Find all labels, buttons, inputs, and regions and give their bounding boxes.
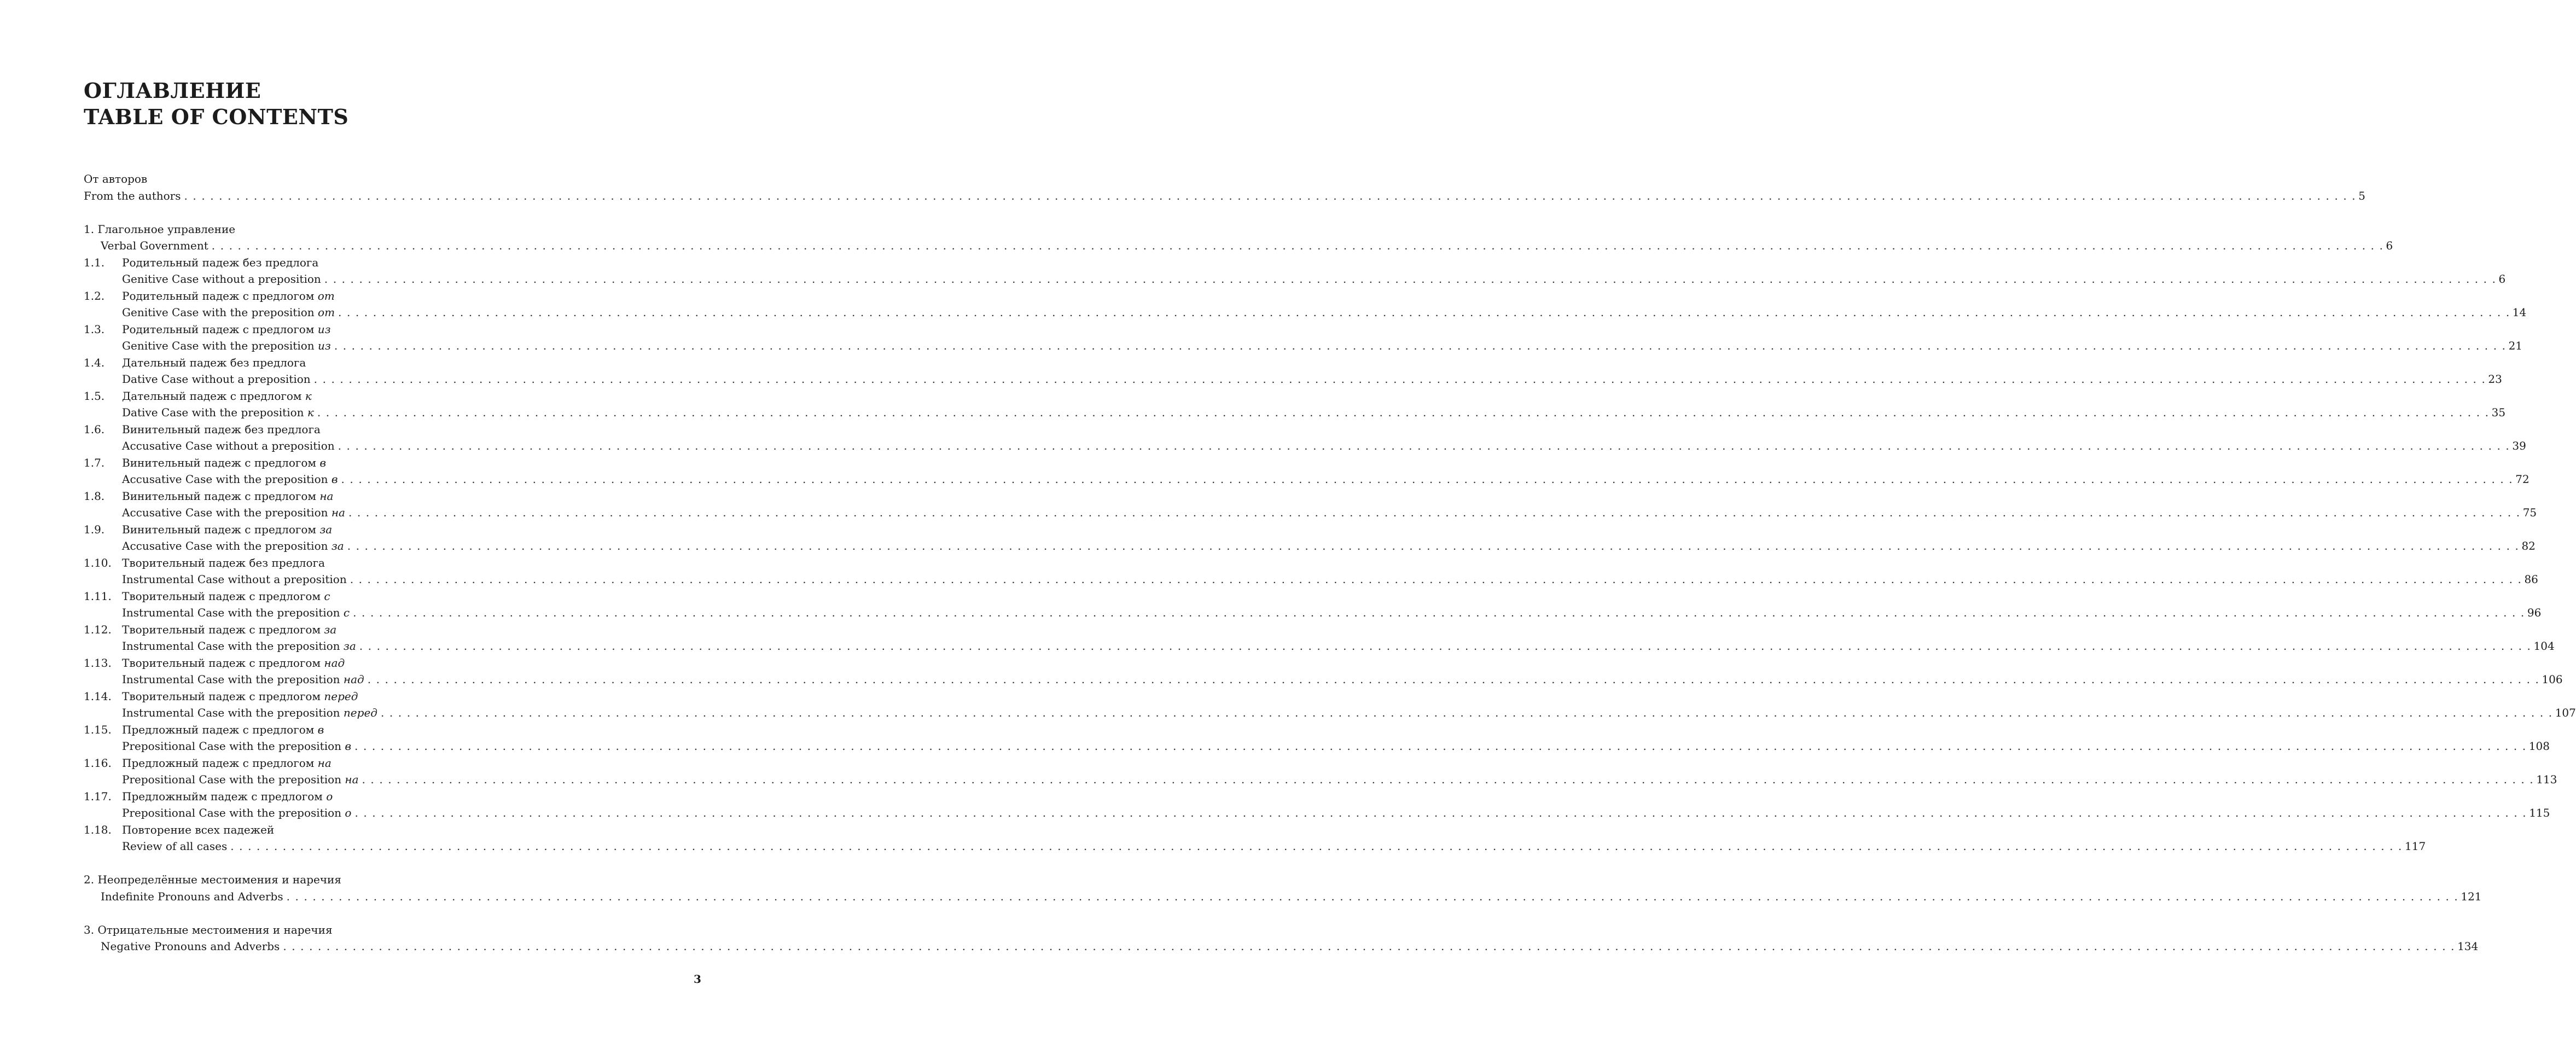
toc-preposition: за [331,539,344,552]
toc-preposition: в [345,740,352,753]
toc-preposition: с [324,589,330,603]
toc-preposition: из [318,339,331,352]
dot-leader: . . . . . . . . . . . . . . . . . . . . . . . . . . . . . . . . . . . . . . . . . . . . . . . . . . . . . . . . . . . . . . . . . . . . . . . . . . . . . . . . . . . . . . . . . . . . . . . . . . . . . . . . . . . . . . . . . . . . . . . . . . . . . . . . . . . . . . . . . . . . . . . . . . . . . . . . . . . . . . . . . . . . . . . . . . . . . . . . . . . . . . . . . . . . . . . . . . . . . . . . . . . . . . . . . . . . . . . . . . . . . . . . . . . . . . . . . . . . . . . . . . . . . . . . . . [184,189,2357,202]
toc-entry[interactable] [84,404,2506,421]
toc-page-number: 5 [2358,189,2365,202]
toc-page-number: 39 [2512,439,2526,452]
toc-page-number: 86 [2524,573,2538,586]
toc-number: 1.1. [84,255,105,269]
toc-number: 1.18. [84,823,112,836]
toc-number: 1.8. [84,489,105,503]
toc-page-number: 23 [2488,372,2502,386]
toc-heading [84,871,696,888]
toc-label: Творительный падеж без предлога [122,556,325,569]
toc-label: Prepositional Case with the preposition в [122,740,352,753]
toc-number: 1.3. [84,322,105,336]
toc-label: Verbal Government [101,239,208,252]
toc-heading [84,254,696,271]
toc-preposition: о [345,806,352,819]
toc-entry[interactable] [84,705,2576,721]
toc-label: Предложный падеж с предлогом на [122,756,332,770]
toc-heading [84,621,696,638]
toc-entry[interactable] [84,771,2557,788]
toc-preposition: в [331,473,338,486]
section-gap [84,905,696,922]
toc-preposition: о [326,789,333,803]
toc-page-number: 115 [2529,806,2550,819]
dot-leader: . . . . . . . . . . . . . . . . . . . . . . . . . . . . . . . . . . . . . . . . . . . . . . . . . . . . . . . . . . . . . . . . . . . . . . . . . . . . . . . . . . . . . . . . . . . . . . . . . . . . . . . . . . . . . . . . . . . . . . . . . . . . . . . . . . . . . . . . . . . . . . . . . . . . . . . . . . . . . . . . . . . . . . . . . . . . . . . . . . . . . . . . . . . . . . . . . . . . . . . . . . . . . . . . . . . . . . . . . . . . . . . . . . . . . . . . . . . . . . . . . . . . . . . . . . [354,740,2527,753]
toc-page-number: 107 [2555,706,2576,719]
toc-number: 1.14. [84,689,112,703]
toc-page-number: 104 [2533,639,2555,653]
dot-leader: . . . . . . . . . . . . . . . . . . . . . . . . . . . . . . . . . . . . . . . . . . . . . . . . . . . . . . . . . . . . . . . . . . . . . . . . . . . . . . . . . . . . . . . . . . . . . . . . . . . . . . . . . . . . . . . . . . . . . . . . . . . . . . . . . . . . . . . . . . . . . . . . . . . . . . . . . . . . . . . . . . . . . . . . . . . . . . . . . . . . . . . . . . . . . . . . . . . . . . . . . . . . . . . . . . . . . . . . . . . . . . . . . . . . . . . . . . . . . . . . . . . . . . . . . . [341,473,2514,486]
toc-heading [84,755,696,772]
title-russian: ОГЛАВЛЕНИЕ [84,78,261,103]
toc-label: 1. Глагольное управление [84,222,236,236]
dot-leader: . . . . . . . . . . . . . . . . . . . . . . . . . . . . . . . . . . . . . . . . . . . . . . . . . . . . . . . . . . . . . . . . . . . . . . . . . . . . . . . . . . . . . . . . . . . . . . . . . . . . . . . . . . . . . . . . . . . . . . . . . . . . . . . . . . . . . . . . . . . . . . . . . . . . . . . . . . . . . . . . . . . . . . . . . . . . . . . . . . . . . . . . . . . . . . . . . . . . . . . . . . . . . . . . . . . . . . . . . . . . . . . . . . . . . . . . . . . . . . . . . . . . . . . . . . [348,506,2521,519]
toc-number: 1.5. [84,389,105,403]
toc-label: Винительный падеж без предлога [122,422,321,436]
toc-label: Genitive Case with the preposition из [122,339,331,352]
toc-heading [84,655,696,672]
toc-page-number: 21 [2508,339,2523,352]
toc-entry[interactable] [84,538,2536,555]
toc-page-number: 82 [2521,539,2536,552]
toc-number: 1.12. [84,622,112,636]
toc-heading [84,588,696,605]
dot-leader: . . . . . . . . . . . . . . . . . . . . . . . . . . . . . . . . . . . . . . . . . . . . . . . . . . . . . . . . . . . . . . . . . . . . . . . . . . . . . . . . . . . . . . . . . . . . . . . . . . . . . . . . . . . . . . . . . . . . . . . . . . . . . . . . . . . . . . . . . . . . . . . . . . . . . . . . . . . . . . . . . . . . . . . . . . . . . . . . . . . . . . . . . . . . . . . . . . . . . . . . . . . . . . . . . . . . . . . . . . . . . . . . . . . . . . . . . . . . . . . . . . . . . . . . . . [350,573,2522,586]
toc-entry[interactable] [84,271,2506,288]
toc-page-number: 106 [2542,673,2563,686]
toc-heading [84,171,696,188]
toc-label: Genitive Case with the preposition от [122,306,335,319]
toc-number: 1.11. [84,589,112,603]
toc-number: 1.6. [84,422,105,436]
toc-label: Accusative Case with the preposition в [122,473,338,486]
toc-label: Повторение всех падежей [122,823,275,836]
toc-page-number: 108 [2528,740,2550,753]
toc-label: Indefinite Pronouns and Adverbs [101,889,283,903]
toc-entry[interactable] [84,805,2550,822]
toc-entry[interactable] [84,604,2542,621]
toc-preposition: в [319,456,326,469]
page-number: 3 [694,973,701,986]
toc-label: Родительный падеж без предлога [122,255,319,269]
toc-heading [84,388,696,405]
toc-entry[interactable] [84,304,2527,321]
dot-leader: . . . . . . . . . . . . . . . . . . . . . . . . . . . . . . . . . . . . . . . . . . . . . . . . . . . . . . . . . . . . . . . . . . . . . . . . . . . . . . . . . . . . . . . . . . . . . . . . . . . . . . . . . . . . . . . . . . . . . . . . . . . . . . . . . . . . . . . . . . . . . . . . . . . . . . . . . . . . . . . . . . . . . . . . . . . . . . . . . . . . . . . . . . . . . . . . . . . . . . . . . . . . . . . . . . . . . . . . . . . . . . . . . . . . . . . . . . . . . . . . . . . . . . . . . . [313,372,2486,386]
toc-label: Prepositional Case with the preposition на [122,773,359,786]
toc-heading [84,488,696,505]
toc-preposition: над [324,656,345,669]
dot-leader: . . . . . . . . . . . . . . . . . . . . . . . . . . . . . . . . . . . . . . . . . . . . . . . . . . . . . . . . . . . . . . . . . . . . . . . . . . . . . . . . . . . . . . . . . . . . . . . . . . . . . . . . . . . . . . . . . . . . . . . . . . . . . . . . . . . . . . . . . . . . . . . . . . . . . . . . . . . . . . . . . . . . . . . . . . . . . . . . . . . . . . . . . . . . . . . . . . . . . . . . . . . . . . . . . . . . . . . . . . . . . . . . . . . . . . . . . . . . . . . . . . . . . . . . . . [286,889,2459,903]
toc-label: Instrumental Case with the preposition за [122,639,356,653]
dot-leader: . . . . . . . . . . . . . . . . . . . . . . . . . . . . . . . . . . . . . . . . . . . . . . . . . . . . . . . . . . . . . . . . . . . . . . . . . . . . . . . . . . . . . . . . . . . . . . . . . . . . . . . . . . . . . . . . . . . . . . . . . . . . . . . . . . . . . . . . . . . . . . . . . . . . . . . . . . . . . . . . . . . . . . . . . . . . . . . . . . . . . . . . . . . . . . . . . . . . . . . . . . . . . . . . . . . . . . . . . . . . . . . . . . . . . . . . . . . . . . . . . . . . . . . . . . [362,773,2534,786]
dot-leader: . . . . . . . . . . . . . . . . . . . . . . . . . . . . . . . . . . . . . . . . . . . . . . . . . . . . . . . . . . . . . . . . . . . . . . . . . . . . . . . . . . . . . . . . . . . . . . . . . . . . . . . . . . . . . . . . . . . . . . . . . . . . . . . . . . . . . . . . . . . . . . . . . . . . . . . . . . . . . . . . . . . . . . . . . . . . . . . . . . . . . . . . . . . . . . . . . . . . . . . . . . . . . . . . . . . . . . . . . . . . . . . . . . . . . . . . . . . . . . . . . . . . . . . . . . [354,806,2527,819]
toc-label: Винительный падеж с предлогом на [122,489,334,503]
toc-page-number: 117 [2405,840,2426,853]
toc-page-number: 121 [2461,889,2482,903]
toc-label: Instrumental Case without a preposition [122,573,347,586]
toc-heading [84,688,696,705]
dot-leader: . . . . . . . . . . . . . . . . . . . . . . . . . . . . . . . . . . . . . . . . . . . . . . . . . . . . . . . . . . . . . . . . . . . . . . . . . . . . . . . . . . . . . . . . . . . . . . . . . . . . . . . . . . . . . . . . . . . . . . . . . . . . . . . . . . . . . . . . . . . . . . . . . . . . . . . . . . . . . . . . . . . . . . . . . . . . . . . . . . . . . . . . . . . . . . . . . . . . . . . . . . . . . . . . . . . . . . . . . . . . . . . . . . . . . . . . . . . . . . . . . . . . . . . . . . [367,673,2540,686]
toc-entry[interactable] [84,838,2426,855]
dot-leader: . . . . . . . . . . . . . . . . . . . . . . . . . . . . . . . . . . . . . . . . . . . . . . . . . . . . . . . . . . . . . . . . . . . . . . . . . . . . . . . . . . . . . . . . . . . . . . . . . . . . . . . . . . . . . . . . . . . . . . . . . . . . . . . . . . . . . . . . . . . . . . . . . . . . . . . . . . . . . . . . . . . . . . . . . . . . . . . . . . . . . . . . . . . . . . . . . . . . . . . . . . . . . . . . . . . . . . . . . . . . . . . . . . . . . . . . . . . . . . . . . . . . . . . . . . [334,339,2507,352]
toc-page-number: 14 [2512,306,2527,319]
toc-entry[interactable] [84,371,2502,388]
toc-preposition: перед [343,706,377,719]
toc-entry[interactable] [84,938,2479,955]
toc-number: 1.2. [84,289,105,302]
toc-number: 1.7. [84,456,105,469]
toc-entry[interactable] [84,337,2523,354]
toc-label: Review of all cases [122,840,228,853]
toc-entry[interactable] [84,738,2550,755]
toc-page-number: 6 [2386,239,2393,252]
toc-preposition: из [317,322,331,336]
toc-label: Дательный падеж с предлогом к [122,389,312,403]
toc-heading [84,288,696,305]
toc-heading [84,788,696,805]
toc-entry[interactable] [84,471,2530,488]
toc-label: Accusative Case without a preposition [122,439,335,452]
toc-label: Родительный падеж с предлогом от [122,289,335,302]
toc-entry[interactable] [84,504,2537,521]
toc-number: 1.17. [84,789,112,803]
toc-preposition: на [319,489,334,503]
toc-number: 1.9. [84,522,105,536]
toc-heading [84,354,696,371]
toc-number: 1.13. [84,656,112,669]
toc-label: Negative Pronouns and Adverbs [101,940,280,953]
toc-label: Винительный падеж с предлогом в [122,456,326,469]
toc-heading [84,922,696,939]
toc-label: Творительный падеж с предлогом перед [122,689,358,703]
toc-label: Prepositional Case with the preposition о [122,806,352,819]
toc-preposition: на [317,756,332,770]
toc-heading [84,321,696,338]
toc-page-number: 75 [2522,506,2537,519]
toc-heading [84,221,696,238]
toc-page-number: 72 [2515,473,2530,486]
toc-preposition: в [317,723,324,736]
toc-entry[interactable] [84,438,2526,455]
toc-preposition: за [319,522,333,536]
dot-leader: . . . . . . . . . . . . . . . . . . . . . . . . . . . . . . . . . . . . . . . . . . . . . . . . . . . . . . . . . . . . . . . . . . . . . . . . . . . . . . . . . . . . . . . . . . . . . . . . . . . . . . . . . . . . . . . . . . . . . . . . . . . . . . . . . . . . . . . . . . . . . . . . . . . . . . . . . . . . . . . . . . . . . . . . . . . . . . . . . . . . . . . . . . . . . . . . . . . . . . . . . . . . . . . . . . . . . . . . . . . . . . . . . . . . . . . . . . . . . . . . . . . . . . . . . . [317,406,2490,419]
toc-heading [84,455,696,471]
toc-heading [84,421,696,438]
toc-page-number: 35 [2491,406,2506,419]
toc-label: Творительный падеж с предлогом за [122,622,337,636]
toc-preposition: от [317,289,335,302]
toc-label: Родительный падеж с предлогом из [122,322,331,336]
dot-leader: . . . . . . . . . . . . . . . . . . . . . . . . . . . . . . . . . . . . . . . . . . . . . . . . . . . . . . . . . . . . . . . . . . . . . . . . . . . . . . . . . . . . . . . . . . . . . . . . . . . . . . . . . . . . . . . . . . . . . . . . . . . . . . . . . . . . . . . . . . . . . . . . . . . . . . . . . . . . . . . . . . . . . . . . . . . . . . . . . . . . . . . . . . . . . . . . . . . . . . . . . . . . . . . . . . . . . . . . . . . . . . . . . . . . . . . . . . . . . . . . . . . . . . . . . . [359,639,2532,653]
toc-label: Творительный падеж с предлогом с [122,589,330,603]
dot-leader: . . . . . . . . . . . . . . . . . . . . . . . . . . . . . . . . . . . . . . . . . . . . . . . . . . . . . . . . . . . . . . . . . . . . . . . . . . . . . . . . . . . . . . . . . . . . . . . . . . . . . . . . . . . . . . . . . . . . . . . . . . . . . . . . . . . . . . . . . . . . . . . . . . . . . . . . . . . . . . . . . . . . . . . . . . . . . . . . . . . . . . . . . . . . . . . . . . . . . . . . . . . . . . . . . . . . . . . . . . . . . . . . . . . . . . . . . . . . . . . . . . . . . . . . . . [353,606,2525,619]
toc-label: Instrumental Case with the preposition с [122,606,350,619]
toc-entry[interactable] [84,188,2365,205]
toc-preposition: на [331,506,345,519]
toc-preposition: за [343,639,356,653]
title-english: TABLE OF CONTENTS [84,104,349,129]
dot-leader: . . . . . . . . . . . . . . . . . . . . . . . . . . . . . . . . . . . . . . . . . . . . . . . . . . . . . . . . . . . . . . . . . . . . . . . . . . . . . . . . . . . . . . . . . . . . . . . . . . . . . . . . . . . . . . . . . . . . . . . . . . . . . . . . . . . . . . . . . . . . . . . . . . . . . . . . . . . . . . . . . . . . . . . . . . . . . . . . . . . . . . . . . . . . . . . . . . . . . . . . . . . . . . . . . . . . . . . . . . . . . . . . . . . . . . . . . . . . . . . . . . . . . . . . . . [338,306,2510,319]
toc-page-number: 134 [2457,940,2479,953]
toc-label: Accusative Case with the preposition за [122,539,344,552]
toc-label: From the authors [84,189,181,202]
page-title [84,78,348,130]
toc-label: 2. Неопределённые местоимения и наречия [84,873,341,886]
toc-label: Dative Case with the preposition к [122,406,314,419]
toc-label: Предложный падеж с предлогом в [122,723,324,736]
toc-preposition: перед [324,689,358,703]
dot-leader: . . . . . . . . . . . . . . . . . . . . . . . . . . . . . . . . . . . . . . . . . . . . . . . . . . . . . . . . . . . . . . . . . . . . . . . . . . . . . . . . . . . . . . . . . . . . . . . . . . . . . . . . . . . . . . . . . . . . . . . . . . . . . . . . . . . . . . . . . . . . . . . . . . . . . . . . . . . . . . . . . . . . . . . . . . . . . . . . . . . . . . . . . . . . . . . . . . . . . . . . . . . . . . . . . . . . . . . . . . . . . . . . . . . . . . . . . . . . . . . . . . . . . . . . . . [324,272,2497,286]
toc-page-number: 96 [2527,606,2542,619]
toc-preposition: на [345,773,359,786]
dot-leader: . . . . . . . . . . . . . . . . . . . . . . . . . . . . . . . . . . . . . . . . . . . . . . . . . . . . . . . . . . . . . . . . . . . . . . . . . . . . . . . . . . . . . . . . . . . . . . . . . . . . . . . . . . . . . . . . . . . . . . . . . . . . . . . . . . . . . . . . . . . . . . . . . . . . . . . . . . . . . . . . . . . . . . . . . . . . . . . . . . . . . . . . . . . . . . . . . . . . . . . . . . . . . . . . . . . . . . . . . . . . . . . . . . . . . . . . . . . . . . . . . . . . . . . . . . [211,239,2384,252]
toc-preposition: за [324,622,337,636]
toc-entry[interactable] [84,237,2393,254]
toc-label: Instrumental Case with the preposition над [122,673,364,686]
toc-preposition: от [318,306,335,319]
toc-heading [84,721,696,738]
toc-label: Dative Case without a preposition [122,372,311,386]
dot-leader: . . . . . . . . . . . . . . . . . . . . . . . . . . . . . . . . . . . . . . . . . . . . . . . . . . . . . . . . . . . . . . . . . . . . . . . . . . . . . . . . . . . . . . . . . . . . . . . . . . . . . . . . . . . . . . . . . . . . . . . . . . . . . . . . . . . . . . . . . . . . . . . . . . . . . . . . . . . . . . . . . . . . . . . . . . . . . . . . . . . . . . . . . . . . . . . . . . . . . . . . . . . . . . . . . . . . . . . . . . . . . . . . . . . . . . . . . . . . . . . . . . . . . . . . . . [338,439,2510,452]
toc-label: Винительный падеж с предлогом за [122,522,333,536]
toc-number: 1.15. [84,723,112,736]
section-gap [84,855,696,872]
toc-label: Творительный падеж с предлогом над [122,656,345,669]
section-gap [84,204,696,221]
dot-leader: . . . . . . . . . . . . . . . . . . . . . . . . . . . . . . . . . . . . . . . . . . . . . . . . . . . . . . . . . . . . . . . . . . . . . . . . . . . . . . . . . . . . . . . . . . . . . . . . . . . . . . . . . . . . . . . . . . . . . . . . . . . . . . . . . . . . . . . . . . . . . . . . . . . . . . . . . . . . . . . . . . . . . . . . . . . . . . . . . . . . . . . . . . . . . . . . . . . . . . . . . . . . . . . . . . . . . . . . . . . . . . . . . . . . . . . . . . . . . . . . . . . . . . . . . . [380,706,2553,719]
toc-page-number: 6 [2498,272,2506,286]
toc-heading [84,822,696,839]
toc-entry[interactable] [84,671,2563,688]
toc-number: 1.10. [84,556,112,569]
dot-leader: . . . . . . . . . . . . . . . . . . . . . . . . . . . . . . . . . . . . . . . . . . . . . . . . . . . . . . . . . . . . . . . . . . . . . . . . . . . . . . . . . . . . . . . . . . . . . . . . . . . . . . . . . . . . . . . . . . . . . . . . . . . . . . . . . . . . . . . . . . . . . . . . . . . . . . . . . . . . . . . . . . . . . . . . . . . . . . . . . . . . . . . . . . . . . . . . . . . . . . . . . . . . . . . . . . . . . . . . . . . . . . . . . . . . . . . . . . . . . . . . . . . . . . . . . . [283,940,2456,953]
toc-number: 1.16. [84,756,112,770]
toc-entry[interactable] [84,888,2482,905]
toc-page-number: 113 [2536,773,2557,786]
toc-label: От авторов [84,172,148,185]
toc-heading [84,555,696,572]
dot-leader: . . . . . . . . . . . . . . . . . . . . . . . . . . . . . . . . . . . . . . . . . . . . . . . . . . . . . . . . . . . . . . . . . . . . . . . . . . . . . . . . . . . . . . . . . . . . . . . . . . . . . . . . . . . . . . . . . . . . . . . . . . . . . . . . . . . . . . . . . . . . . . . . . . . . . . . . . . . . . . . . . . . . . . . . . . . . . . . . . . . . . . . . . . . . . . . . . . . . . . . . . . . . . . . . . . . . . . . . . . . . . . . . . . . . . . . . . . . . . . . . . . . . . . . . . . [347,539,2520,552]
toc-preposition: к [305,389,312,403]
toc-number: 1.4. [84,356,105,369]
toc-preposition: к [307,406,314,419]
toc-preposition: с [343,606,350,619]
toc-preposition: над [343,673,364,686]
toc-label: Instrumental Case with the preposition перед [122,706,377,719]
toc-label: Предложныйм падеж с предлогом о [122,789,333,803]
toc-entry[interactable] [84,571,2538,588]
toc-entry[interactable] [84,638,2555,655]
table-of-contents [84,171,2576,955]
toc-label: Genitive Case without a preposition [122,272,321,286]
toc-label: Accusative Case with the preposition на [122,506,345,519]
toc-heading [84,521,696,538]
dot-leader: . . . . . . . . . . . . . . . . . . . . . . . . . . . . . . . . . . . . . . . . . . . . . . . . . . . . . . . . . . . . . . . . . . . . . . . . . . . . . . . . . . . . . . . . . . . . . . . . . . . . . . . . . . . . . . . . . . . . . . . . . . . . . . . . . . . . . . . . . . . . . . . . . . . . . . . . . . . . . . . . . . . . . . . . . . . . . . . . . . . . . . . . . . . . . . . . . . . . . . . . . . . . . . . . . . . . . . . . . . . . . . . . . . . . . . . . . . . . . . . . . . . . . . . . . . [230,840,2403,853]
toc-label: 3. Отрицательные местоимения и наречия [84,923,333,936]
toc-label: Дательный падеж без предлога [122,356,306,369]
